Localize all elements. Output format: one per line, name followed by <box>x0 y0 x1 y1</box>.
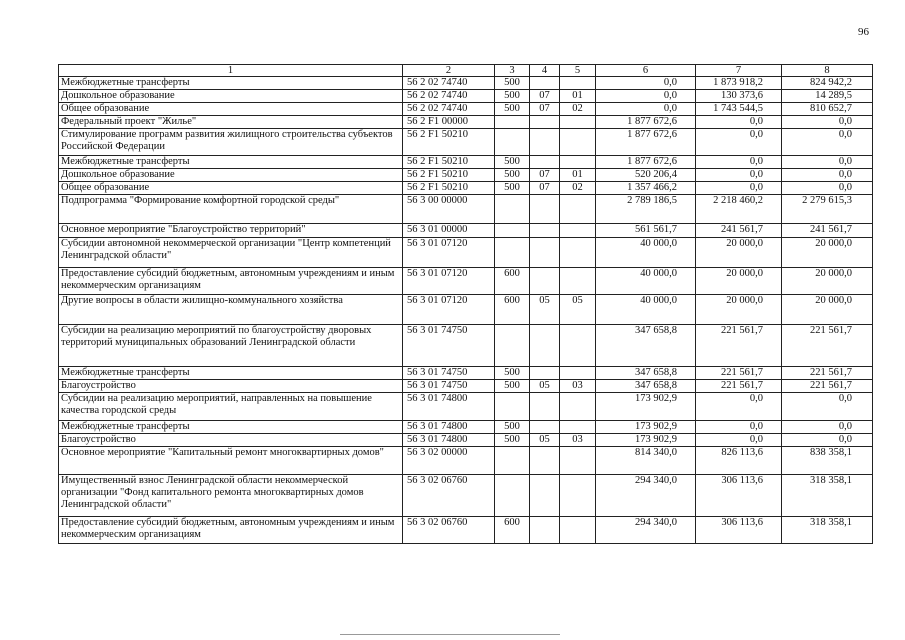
row-rz-cell <box>530 517 560 544</box>
row-vr-cell: 600 <box>495 517 530 544</box>
row-rz-cell: 07 <box>530 169 560 182</box>
row-value-col6: 2 789 186,5 <box>596 195 696 224</box>
row-pr-cell <box>560 129 596 156</box>
row-vr-cell: 500 <box>495 77 530 90</box>
row-value-col7: 221 561,7 <box>696 380 782 393</box>
row-vr-cell: 500 <box>495 156 530 169</box>
row-name-cell: Федеральный проект "Жилье" <box>59 116 403 129</box>
row-name-cell: Имущественный взнос Ленинградской области некоммерческой организации "Фонд капитального ремонта многоквартирных домов Ленинградской области" <box>59 475 403 517</box>
row-vr-cell <box>495 447 530 475</box>
budget-table-container <box>58 64 872 544</box>
row-value-col8: 221 561,7 <box>782 367 873 380</box>
table-row <box>59 169 873 182</box>
row-rz-cell <box>530 77 560 90</box>
row-value-col6: 40 000,0 <box>596 295 696 325</box>
row-vr-cell: 500 <box>495 367 530 380</box>
row-rz-cell <box>530 325 560 367</box>
row-value-col6: 561 561,7 <box>596 224 696 238</box>
row-value-col6: 40 000,0 <box>596 268 696 295</box>
row-vr-cell: 600 <box>495 268 530 295</box>
row-value-col7: 0,0 <box>696 169 782 182</box>
row-rz-cell <box>530 224 560 238</box>
row-value-col8: 838 358,1 <box>782 447 873 475</box>
row-value-col6: 173 902,9 <box>596 421 696 434</box>
row-value-col7: 221 561,7 <box>696 367 782 380</box>
row-code-cell: 56 3 02 06760 <box>403 475 495 517</box>
row-vr-cell <box>495 195 530 224</box>
row-pr-cell <box>560 447 596 475</box>
row-pr-cell <box>560 367 596 380</box>
row-vr-cell: 500 <box>495 182 530 195</box>
header-col-5: 5 <box>560 65 596 77</box>
header-col-4: 4 <box>530 65 560 77</box>
row-vr-cell: 600 <box>495 295 530 325</box>
row-name-cell: Субсидии на реализацию мероприятий по благоустройству дворовых территорий муниципальных образований Ленинградской области <box>59 325 403 367</box>
row-value-col7: 20 000,0 <box>696 238 782 268</box>
row-value-col6: 347 658,8 <box>596 367 696 380</box>
row-value-col6: 347 658,8 <box>596 325 696 367</box>
row-name-cell: Дошкольное образование <box>59 169 403 182</box>
row-rz-cell: 07 <box>530 90 560 103</box>
table-row <box>59 393 873 421</box>
row-code-cell: 56 3 01 74750 <box>403 367 495 380</box>
row-pr-cell: 03 <box>560 434 596 447</box>
row-value-col8: 0,0 <box>782 421 873 434</box>
row-name-cell: Дошкольное образование <box>59 90 403 103</box>
row-value-col8: 241 561,7 <box>782 224 873 238</box>
row-value-col8: 0,0 <box>782 434 873 447</box>
row-pr-cell <box>560 224 596 238</box>
row-value-col7: 20 000,0 <box>696 295 782 325</box>
row-code-cell: 56 2 F1 00000 <box>403 116 495 129</box>
row-code-cell: 56 3 01 74800 <box>403 393 495 421</box>
row-code-cell: 56 3 01 07120 <box>403 238 495 268</box>
row-value-col7: 1 743 544,5 <box>696 103 782 116</box>
table-body <box>59 77 873 544</box>
table-row <box>59 103 873 116</box>
row-value-col7: 0,0 <box>696 129 782 156</box>
header-col-6: 6 <box>596 65 696 77</box>
row-value-col7: 0,0 <box>696 116 782 129</box>
row-value-col7: 221 561,7 <box>696 325 782 367</box>
table-row <box>59 295 873 325</box>
table-row <box>59 238 873 268</box>
row-value-col8: 14 289,5 <box>782 90 873 103</box>
table-row <box>59 116 873 129</box>
row-name-cell: Межбюджетные трансферты <box>59 156 403 169</box>
row-code-cell: 56 3 01 00000 <box>403 224 495 238</box>
row-name-cell: Другие вопросы в области жилищно-коммунального хозяйства <box>59 295 403 325</box>
row-code-cell: 56 3 01 74800 <box>403 421 495 434</box>
table-row <box>59 517 873 544</box>
row-value-col8: 318 358,1 <box>782 517 873 544</box>
row-name-cell: Подпрограмма "Формирование комфортной городской среды" <box>59 195 403 224</box>
row-pr-cell: 05 <box>560 295 596 325</box>
row-value-col8: 824 942,2 <box>782 77 873 90</box>
row-code-cell: 56 3 01 74800 <box>403 434 495 447</box>
row-value-col7: 0,0 <box>696 393 782 421</box>
row-value-col6: 1 877 672,6 <box>596 129 696 156</box>
row-vr-cell: 500 <box>495 169 530 182</box>
row-pr-cell: 01 <box>560 90 596 103</box>
row-pr-cell <box>560 268 596 295</box>
row-value-col6: 294 340,0 <box>596 475 696 517</box>
row-pr-cell <box>560 421 596 434</box>
row-value-col8: 810 652,7 <box>782 103 873 116</box>
row-code-cell: 56 3 01 07120 <box>403 295 495 325</box>
table-row <box>59 434 873 447</box>
row-pr-cell: 02 <box>560 103 596 116</box>
row-name-cell: Основное мероприятие "Благоустройство территорий" <box>59 224 403 238</box>
row-pr-cell: 03 <box>560 380 596 393</box>
row-pr-cell: 02 <box>560 182 596 195</box>
row-pr-cell <box>560 77 596 90</box>
row-code-cell: 56 3 02 00000 <box>403 447 495 475</box>
row-name-cell: Межбюджетные трансферты <box>59 367 403 380</box>
row-rz-cell: 05 <box>530 295 560 325</box>
table-header-row <box>59 65 873 77</box>
row-value-col7: 20 000,0 <box>696 268 782 295</box>
row-pr-cell <box>560 475 596 517</box>
row-value-col8: 318 358,1 <box>782 475 873 517</box>
row-value-col6: 40 000,0 <box>596 238 696 268</box>
table-row <box>59 421 873 434</box>
row-code-cell: 56 2 F1 50210 <box>403 129 495 156</box>
row-value-col8: 0,0 <box>782 393 873 421</box>
row-pr-cell <box>560 393 596 421</box>
row-vr-cell <box>495 393 530 421</box>
row-value-col8: 2 279 615,3 <box>782 195 873 224</box>
row-value-col6: 347 658,8 <box>596 380 696 393</box>
row-code-cell: 56 3 02 06760 <box>403 517 495 544</box>
row-value-col6: 0,0 <box>596 90 696 103</box>
row-vr-cell <box>495 325 530 367</box>
row-value-col8: 20 000,0 <box>782 238 873 268</box>
row-value-col7: 0,0 <box>696 182 782 195</box>
row-value-col6: 0,0 <box>596 103 696 116</box>
row-vr-cell <box>495 129 530 156</box>
row-value-col8: 20 000,0 <box>782 268 873 295</box>
row-rz-cell <box>530 475 560 517</box>
header-col-7: 7 <box>696 65 782 77</box>
row-value-col8: 221 561,7 <box>782 325 873 367</box>
row-value-col6: 173 902,9 <box>596 393 696 421</box>
row-name-cell: Межбюджетные трансферты <box>59 77 403 90</box>
table-row <box>59 156 873 169</box>
table-row <box>59 447 873 475</box>
table-row <box>59 224 873 238</box>
row-value-col8: 0,0 <box>782 129 873 156</box>
row-rz-cell <box>530 421 560 434</box>
row-vr-cell <box>495 238 530 268</box>
row-pr-cell <box>560 195 596 224</box>
row-value-col7: 241 561,7 <box>696 224 782 238</box>
table-row <box>59 367 873 380</box>
row-code-cell: 56 3 01 07120 <box>403 268 495 295</box>
row-value-col6: 294 340,0 <box>596 517 696 544</box>
row-value-col8: 0,0 <box>782 156 873 169</box>
row-vr-cell <box>495 116 530 129</box>
row-value-col7: 826 113,6 <box>696 447 782 475</box>
table-row <box>59 77 873 90</box>
row-vr-cell: 500 <box>495 421 530 434</box>
row-value-col8: 0,0 <box>782 169 873 182</box>
row-rz-cell <box>530 238 560 268</box>
row-value-col6: 1 357 466,2 <box>596 182 696 195</box>
row-vr-cell: 500 <box>495 434 530 447</box>
row-name-cell: Основное мероприятие "Капитальный ремонт многоквартирных домов" <box>59 447 403 475</box>
row-rz-cell <box>530 156 560 169</box>
table-row <box>59 325 873 367</box>
row-name-cell: Общее образование <box>59 103 403 116</box>
row-value-col7: 306 113,6 <box>696 517 782 544</box>
row-rz-cell: 05 <box>530 380 560 393</box>
table-row <box>59 129 873 156</box>
row-code-cell: 56 2 02 74740 <box>403 90 495 103</box>
row-rz-cell <box>530 195 560 224</box>
bottom-rule <box>340 634 560 635</box>
budget-table <box>58 64 873 544</box>
row-value-col6: 520 206,4 <box>596 169 696 182</box>
row-value-col7: 0,0 <box>696 421 782 434</box>
row-rz-cell <box>530 129 560 156</box>
row-value-col7: 306 113,6 <box>696 475 782 517</box>
row-name-cell: Предоставление субсидий бюджетным, автономным учреждениям и иным некоммерческим организациям <box>59 268 403 295</box>
row-name-cell: Благоустройство <box>59 380 403 393</box>
row-code-cell: 56 3 00 00000 <box>403 195 495 224</box>
header-col-3: 3 <box>495 65 530 77</box>
row-value-col6: 1 877 672,6 <box>596 156 696 169</box>
row-pr-cell: 01 <box>560 169 596 182</box>
row-rz-cell <box>530 393 560 421</box>
row-name-cell: Предоставление субсидий бюджетным, автономным учреждениям и иным некоммерческим организациям <box>59 517 403 544</box>
header-col-8: 8 <box>782 65 873 77</box>
row-rz-cell <box>530 367 560 380</box>
header-col-2: 2 <box>403 65 495 77</box>
table-row <box>59 380 873 393</box>
table-row <box>59 195 873 224</box>
row-value-col7: 2 218 460,2 <box>696 195 782 224</box>
row-value-col6: 814 340,0 <box>596 447 696 475</box>
row-value-col7: 0,0 <box>696 156 782 169</box>
row-value-col8: 20 000,0 <box>782 295 873 325</box>
row-value-col8: 221 561,7 <box>782 380 873 393</box>
row-vr-cell <box>495 475 530 517</box>
row-value-col6: 173 902,9 <box>596 434 696 447</box>
row-name-cell: Межбюджетные трансферты <box>59 421 403 434</box>
row-code-cell: 56 3 01 74750 <box>403 325 495 367</box>
row-name-cell: Стимулирование программ развития жилищного строительства субъектов Российской Федерации <box>59 129 403 156</box>
row-vr-cell <box>495 224 530 238</box>
row-code-cell: 56 2 F1 50210 <box>403 182 495 195</box>
row-code-cell: 56 3 01 74750 <box>403 380 495 393</box>
row-name-cell: Общее образование <box>59 182 403 195</box>
row-vr-cell: 500 <box>495 380 530 393</box>
table-row <box>59 268 873 295</box>
table-row <box>59 475 873 517</box>
table-row <box>59 90 873 103</box>
row-pr-cell <box>560 517 596 544</box>
row-value-col8: 0,0 <box>782 116 873 129</box>
row-code-cell: 56 2 02 74740 <box>403 103 495 116</box>
row-rz-cell <box>530 116 560 129</box>
row-code-cell: 56 2 F1 50210 <box>403 156 495 169</box>
header-col-1: 1 <box>59 65 403 77</box>
row-name-cell: Благоустройство <box>59 434 403 447</box>
page-number: 96 <box>858 26 869 38</box>
row-code-cell: 56 2 02 74740 <box>403 77 495 90</box>
row-value-col8: 0,0 <box>782 182 873 195</box>
table-row <box>59 182 873 195</box>
row-name-cell: Субсидии на реализацию мероприятий, направленных на повышение качества городской среды <box>59 393 403 421</box>
row-rz-cell <box>530 447 560 475</box>
row-pr-cell <box>560 238 596 268</box>
row-rz-cell: 05 <box>530 434 560 447</box>
row-pr-cell <box>560 325 596 367</box>
row-rz-cell: 07 <box>530 103 560 116</box>
row-vr-cell: 500 <box>495 103 530 116</box>
row-vr-cell: 500 <box>495 90 530 103</box>
row-value-col6: 0,0 <box>596 77 696 90</box>
row-pr-cell <box>560 156 596 169</box>
row-pr-cell <box>560 116 596 129</box>
row-value-col7: 1 873 918,2 <box>696 77 782 90</box>
row-value-col7: 130 373,6 <box>696 90 782 103</box>
row-rz-cell: 07 <box>530 182 560 195</box>
row-value-col6: 1 877 672,6 <box>596 116 696 129</box>
row-value-col7: 0,0 <box>696 434 782 447</box>
row-name-cell: Субсидии автономной некоммерческой организации "Центр компетенций Ленинградской области" <box>59 238 403 268</box>
row-rz-cell <box>530 268 560 295</box>
row-code-cell: 56 2 F1 50210 <box>403 169 495 182</box>
